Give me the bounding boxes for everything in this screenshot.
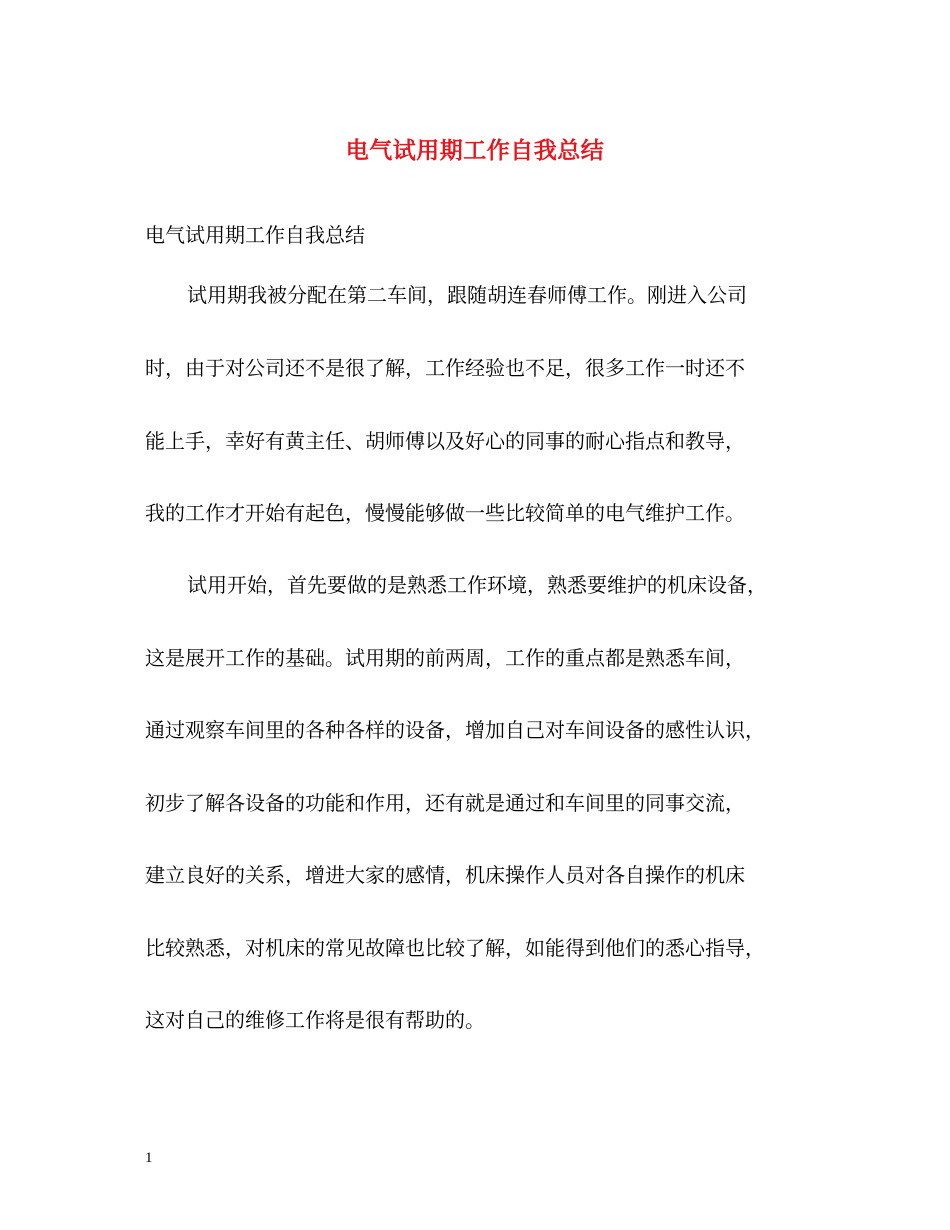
paragraph-line: 初步了解各设备的功能和作用，还有就是通过和车间里的同事交流，: [145, 791, 745, 815]
paragraph-line: 这是展开工作的基础。试用期的前两周，工作的重点都是熟悉车间，: [145, 646, 745, 670]
document-title: 电气试用期工作自我总结: [345, 137, 605, 164]
paragraph-line: 我的工作才开始有起色，慢慢能够做一些比较简单的电气维护工作。: [145, 501, 745, 525]
paragraph-line: 建立良好的关系，增进大家的感情，机床操作人员对各自操作的机床: [145, 863, 745, 887]
paragraph-line: 比较熟悉，对机床的常见故障也比较了解，如能得到他们的悉心指导，: [145, 936, 765, 960]
paragraph-line: 通过观察车间里的各种各样的设备，增加自己对车间设备的感性认识，: [145, 718, 765, 742]
paragraph-line: 试用开始，首先要做的是熟悉工作环境，熟悉要维护的机床设备，: [187, 573, 767, 597]
paragraph-line: 试用期我被分配在第二车间，跟随胡连春师傅工作。刚进入公司: [187, 283, 747, 307]
paragraph-line: 能上手，幸好有黄主任、胡师傅以及好心的同事的耐心指点和教导，: [145, 429, 745, 453]
document-subtitle: 电气试用期工作自我总结: [145, 223, 365, 247]
paragraph-line: 时，由于对公司还不是很了解，工作经验也不足，很多工作一时还不: [145, 356, 745, 380]
page-number: 1: [145, 1150, 153, 1166]
paragraph-line: 这对自己的维修工作将是很有帮助的。: [145, 1008, 485, 1032]
